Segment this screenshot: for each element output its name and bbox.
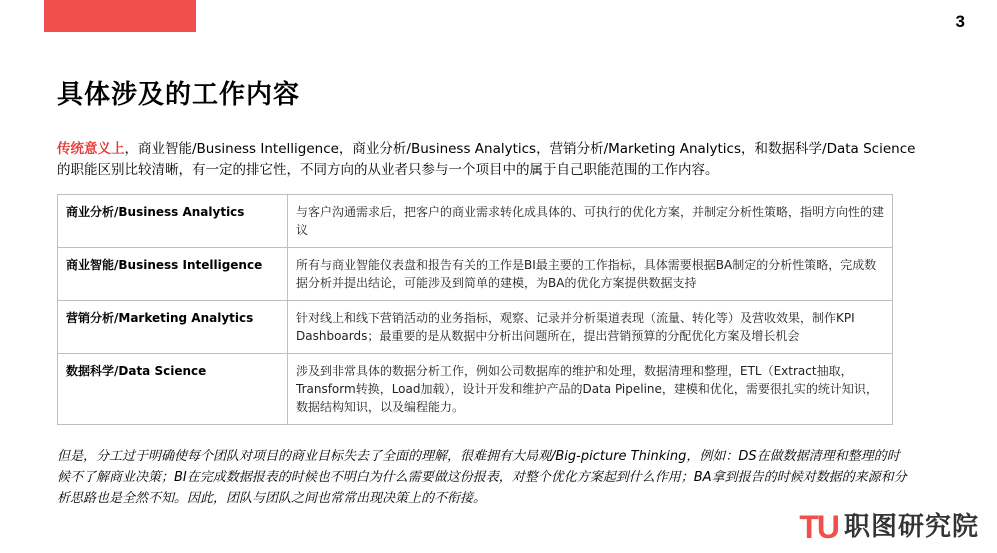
table-row	[58, 195, 893, 248]
table-row	[58, 354, 893, 425]
intro-paragraph	[57, 139, 927, 181]
logo-text: 职图研究院	[843, 512, 979, 542]
roles-table	[57, 194, 893, 425]
role-cell: 商业智能/Business Intelligence	[58, 248, 288, 301]
intro-highlight: 传统意义上	[57, 141, 125, 157]
intro-text: ，商业智能/Business Intelligence，商业分析/Business Analytics，营销分析/Marketing Analytics，和数据科学/Data Science 的职能区别比较清晰，有一定的排它性，不同方向的从业者只参与一个项目中的属于自己职能范围的工作内容。	[57, 141, 916, 178]
slide-title: 具体涉及的工作内容	[57, 80, 301, 110]
table-row	[58, 248, 893, 301]
accent-bar	[44, 0, 196, 32]
logo-mark: TU	[799, 509, 838, 545]
description-cell: 针对线上和线下营销活动的业务指标，观察、记录并分析渠道表现（流量、转化等）及营收效果，制作KPI Dashboards；最重要的是从数据中分析出问题所在，提出营销预算的分配优化方案及增长机会	[288, 301, 893, 354]
brand-logo	[799, 509, 979, 545]
role-cell: 数据科学/Data Science	[58, 354, 288, 425]
description-cell: 涉及到非常具体的数据分析工作，例如公司数据库的维护和处理，数据清理和整理，ETL（Extract抽取，Transform转换，Load加载），设计开发和维护产品的Data Pipeline，建模和优化，需要很扎实的统计知识，数据结构知识，以及编程能力。	[288, 354, 893, 425]
role-cell: 商业分析/Business Analytics	[58, 195, 288, 248]
page-number: 3	[955, 12, 965, 31]
role-cell: 营销分析/Marketing Analytics	[58, 301, 288, 354]
table-row	[58, 301, 893, 354]
description-cell: 所有与商业智能仪表盘和报告有关的工作是BI最主要的工作指标，具体需要根据BA制定的分析性策略，完成数据分析并提出结论，可能涉及到简单的建模，为BA的优化方案提供数据支持	[288, 248, 893, 301]
description-cell: 与客户沟通需求后，把客户的商业需求转化成具体的、可执行的优化方案，并制定分析性策略，指明方向性的建议	[288, 195, 893, 248]
bottom-note: 但是，分工过于明确使每个团队对项目的商业目标失去了全面的理解，很难拥有大局观/Big-picture Thinking，例如：DS在做数据清理和整理的时候不了解商业决策；BI在完成数据报表的时候也不明白为什么需要做这份报表，对整个优化方案起到什么作用；BA拿到报告的时候对数据的来源和分析思路也是全然不知。因此，团队与团队之间也常常出现决策上的不衔接。	[57, 449, 907, 506]
